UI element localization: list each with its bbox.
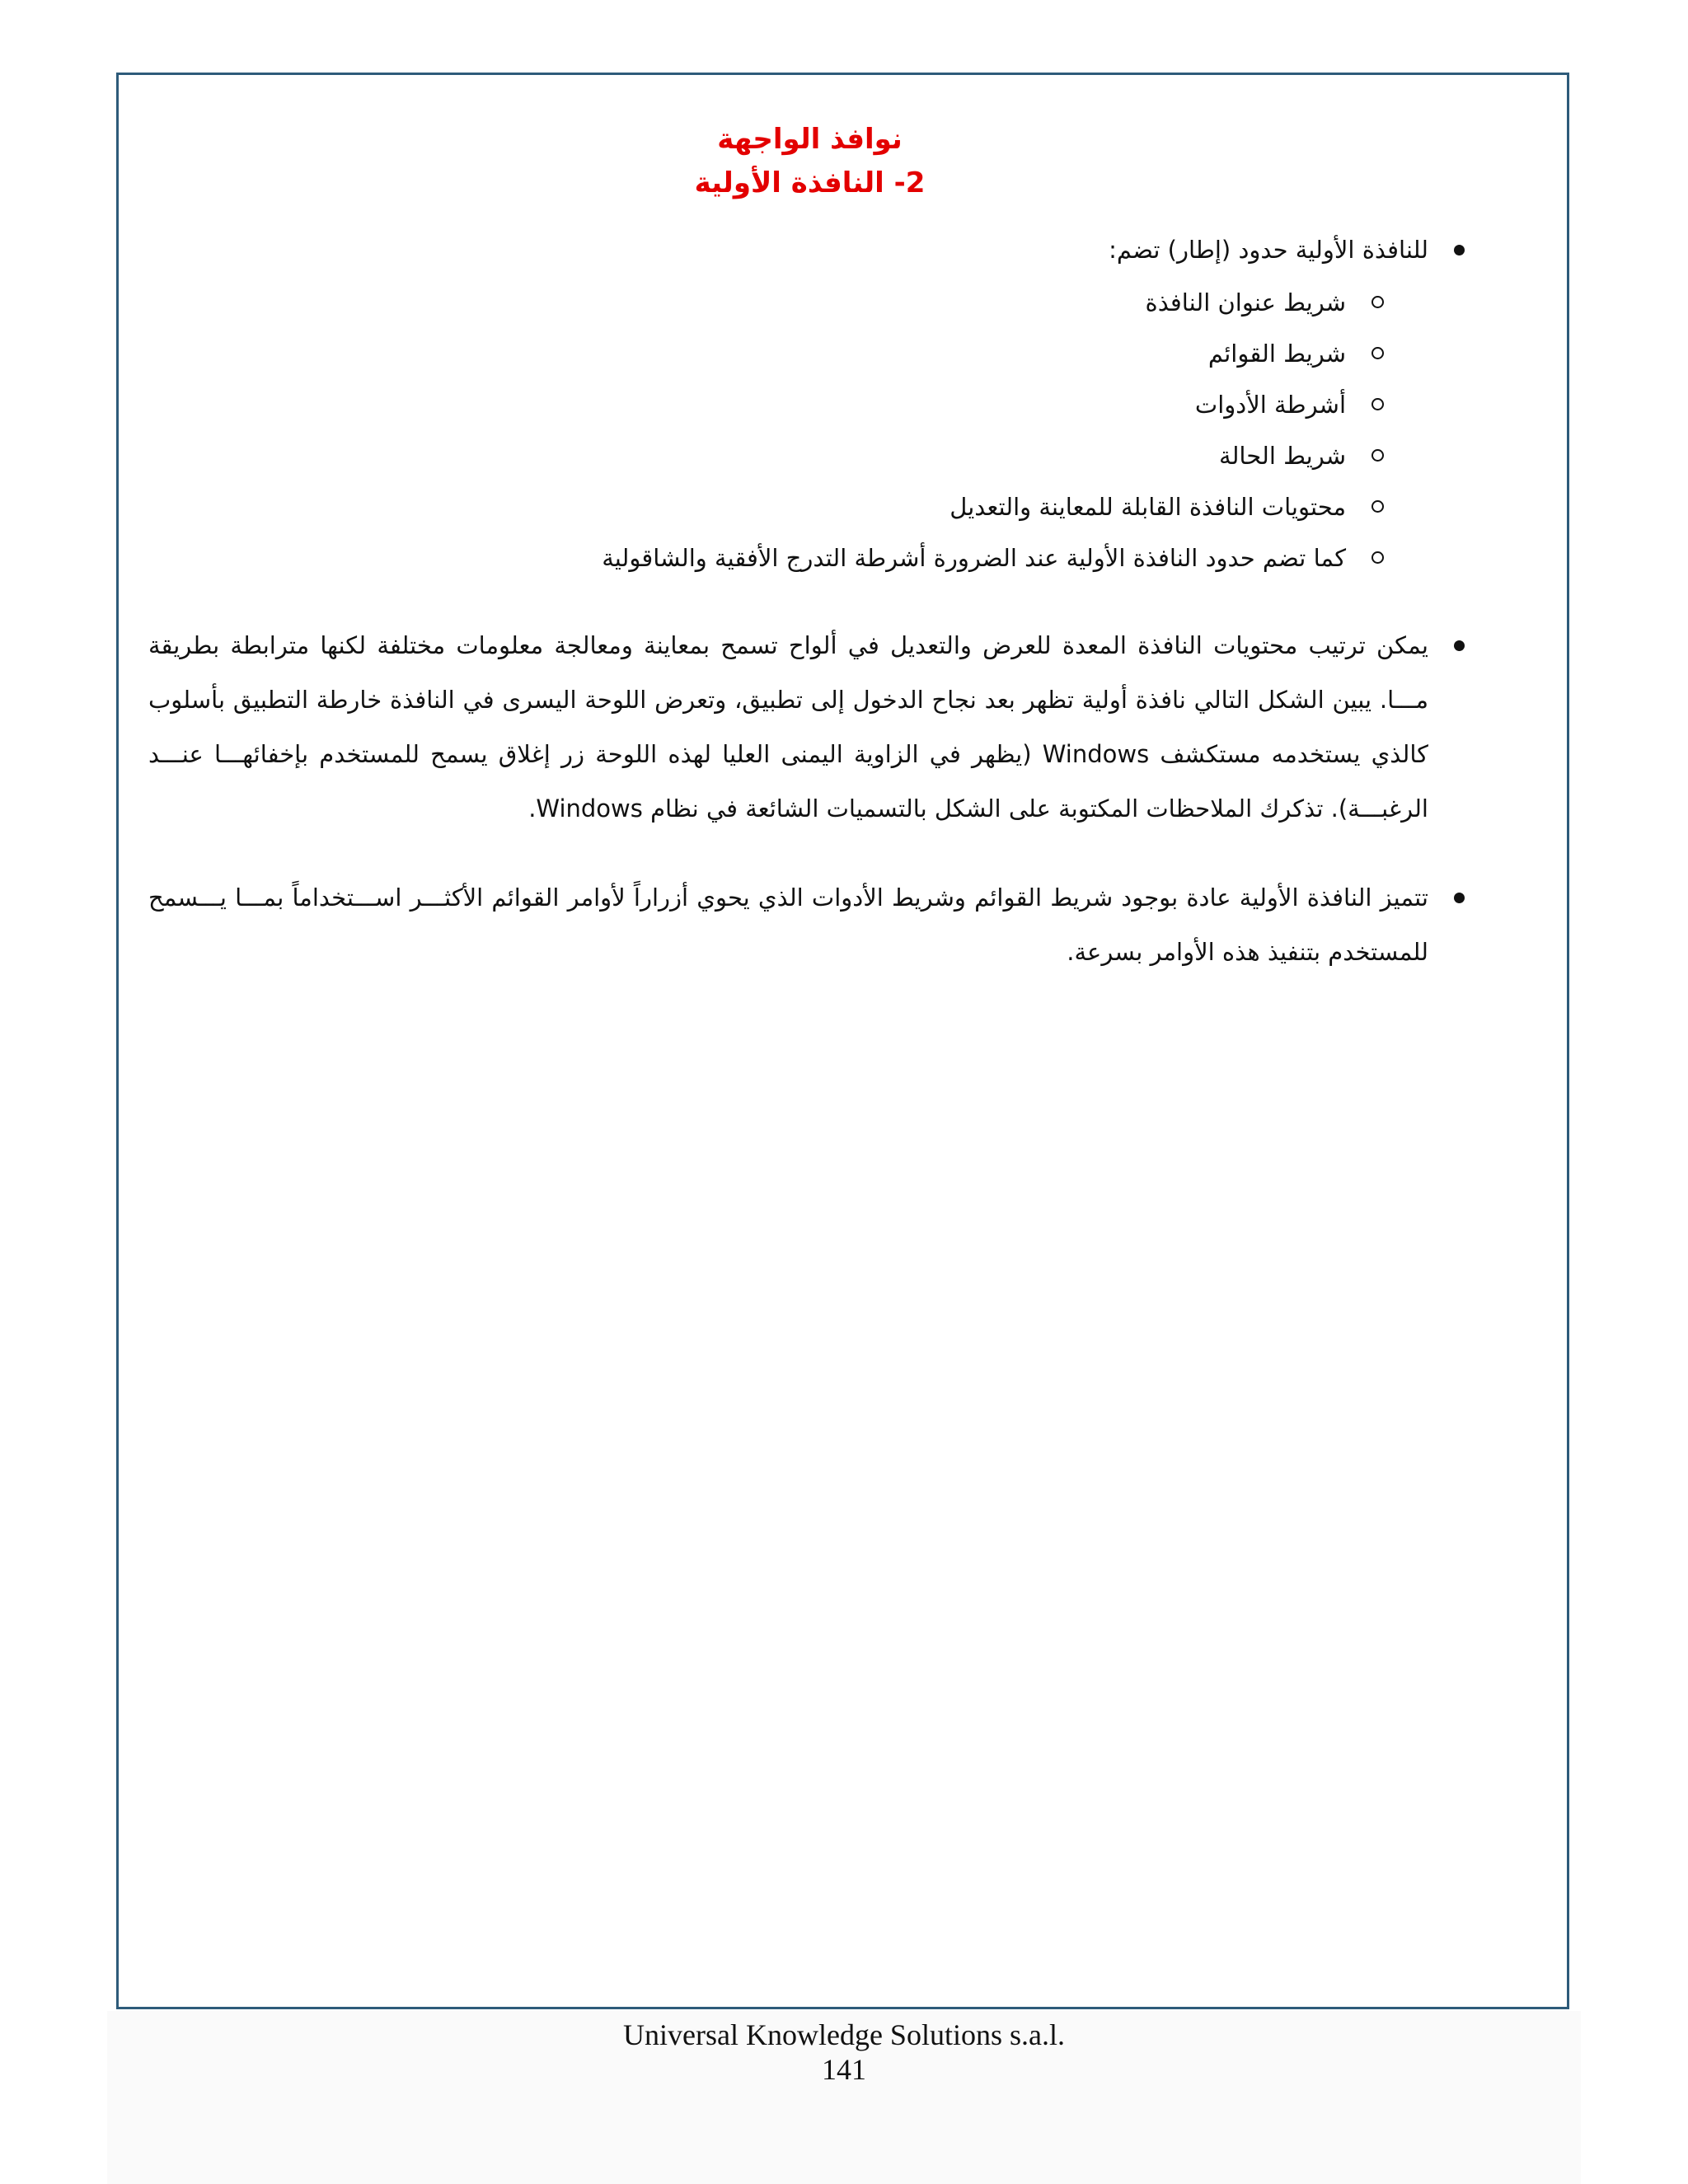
bullet-dot-icon	[1454, 245, 1465, 255]
sub-item-menu-bar	[148, 328, 1389, 379]
circle-bullet-icon	[1372, 500, 1384, 513]
sub-item-status-bar	[148, 430, 1389, 481]
section-title: 2- النافذة الأولية	[694, 166, 926, 200]
bullet-text: يمكن ترتيب محتويات النافذة المعدة للعرض والتعديل في ألواح تسمح بمعاينة ومعالجة معلومات مختلفة لكنها مترابطة بطريقة مـــا. يبين الشكل التالي نافذة أولية تظهر بعد نجاح الدخول إلى تطبيق، وتعرض اللوحة اليسرى في النافذة خارطة التطبيق بأسلوب كالذي يستخدمه مستكشف Windows (يظهر في الزاوية اليمنى العليا لهذه اللوحة زر إغلاق يسمح للمستخدم بإخفائهـــا عنـــد الرغبـــة). تذكرك الملاحظات المكتوبة على الشكل بالتسميات الشائعة في نظام Windows.	[148, 631, 1428, 823]
page-number: 141	[822, 2053, 866, 2086]
sub-list	[148, 277, 1428, 583]
circle-bullet-icon	[1372, 398, 1384, 410]
sub-item-title-bar	[148, 277, 1389, 328]
footer-company: Universal Knowledge Solutions s.a.l.	[623, 2018, 1065, 2051]
bullet-text: للنافذة الأولية حدود (إطار) تضم:	[1109, 236, 1428, 265]
circle-bullet-icon	[1372, 296, 1384, 308]
bullet-item-frame	[148, 223, 1471, 583]
sub-item-text: شريط الحالة	[1219, 442, 1346, 471]
bullet-dot-icon	[1454, 640, 1465, 651]
sub-item-window-contents	[148, 481, 1389, 532]
bullet-item-menus-toolbars	[148, 870, 1471, 979]
sub-item-text: أشرطة الأدوات	[1194, 391, 1346, 419]
sub-item-text: كما تضم حدود النافذة الأولية عند الضرورة أشرطة التدرج الأفقية والشاقولية	[602, 544, 1346, 573]
bullet-text: تتميز النافذة الأولية عادة بوجود شريط القوائم وشريط الأدوات الذي يحوي أزراراً لأوامر القوائم الأكثـــر اســـتخداماً بمـــا يـــسمح للمستخدم بتنفيذ هذه الأوامر بسرعة.	[148, 883, 1428, 967]
page-content	[148, 115, 1471, 979]
circle-bullet-icon	[1372, 449, 1384, 462]
page-footer	[0, 2018, 1688, 2087]
bullet-item-panels	[148, 618, 1471, 836]
sub-item-text: شريط عنوان النافذة	[1145, 288, 1346, 317]
circle-bullet-icon	[1372, 347, 1384, 359]
sub-item-text: شريط القوائم	[1207, 340, 1346, 368]
bullet-dot-icon	[1454, 893, 1465, 903]
sub-item-scrollbars	[148, 532, 1389, 583]
sub-item-text: محتويات النافذة القابلة للمعاينة والتعديل	[950, 493, 1346, 522]
page-title: نوافذ الواجهة	[717, 123, 903, 156]
sub-item-toolbars	[148, 379, 1389, 430]
bullet-list	[148, 223, 1471, 979]
circle-bullet-icon	[1372, 551, 1384, 564]
